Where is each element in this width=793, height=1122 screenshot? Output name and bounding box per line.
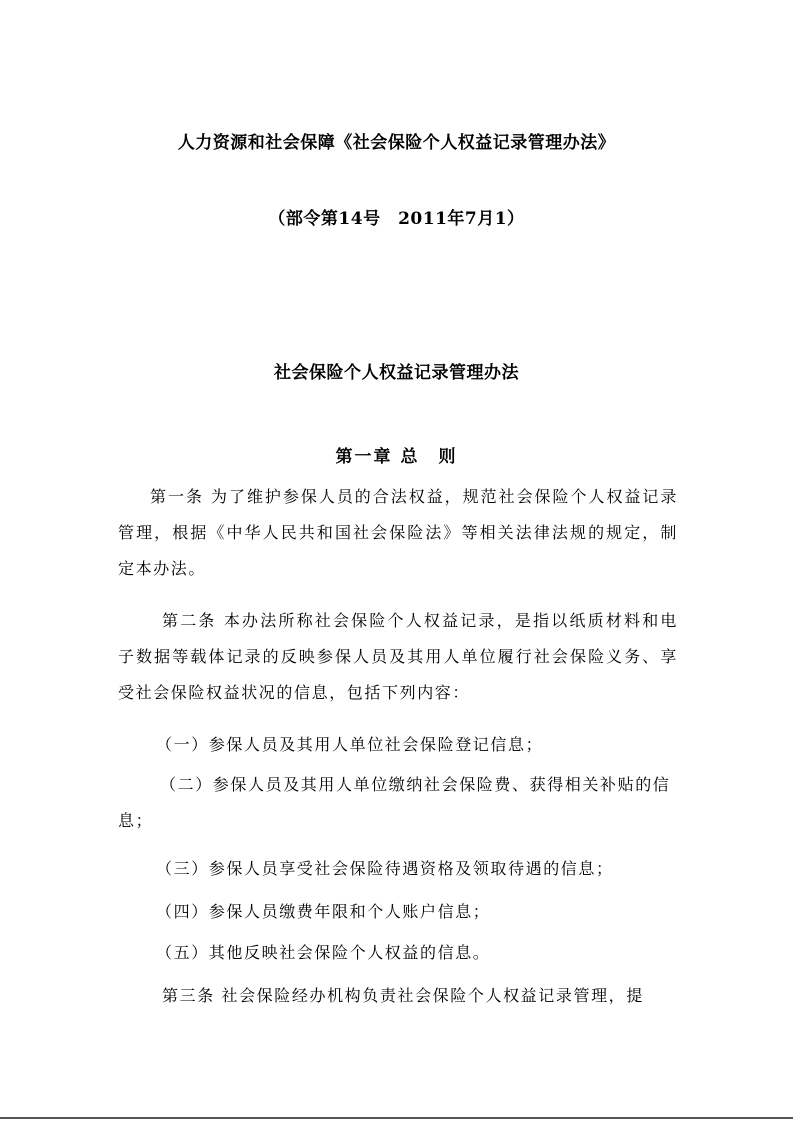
chapter-heading: 第一章 总 则 [335,447,458,467]
regulation-heading: 社会保险个人权益记录管理办法 [274,363,519,383]
document-title: 人力资源和社会保障《社会保险个人权益记录管理办法》 [177,133,616,153]
article-1: 第一条 为了维护参保人员的合法权益，规范社会保险个人权益记录管理，根据《中华人民共和国社会保险法》等相关法律法规的规定，制定本办法。 [118,487,678,578]
list-item: （四）参保人员缴费年限和个人账户信息； [156,902,491,921]
list-item: （二）参保人员及其用人单位缴纳社会保险费、获得相关补贴的信息； [118,775,671,830]
article-2: 第二条 本办法所称社会保险个人权益记录，是指以纸质材料和电子数据等载体记录的反映参保人员及其用人单位履行社会保险义务、享受社会保险权益状况的信息，包括下列内容： [118,611,678,702]
list-item: （五）其他反映社会保险个人权益的信息。 [156,943,491,962]
document-subtitle: （部令第14号 2011年7月1） [268,209,525,229]
list-item: （一）参保人员及其用人单位社会保险登记信息； [156,735,544,754]
article-3: 第三条 社会保险经办机构负责社会保险个人权益记录管理，提 [162,986,644,1005]
page-bottom-border [0,1117,793,1119]
list-item: （三）参保人员享受社会保险待遇资格及领取待遇的信息； [156,859,614,878]
